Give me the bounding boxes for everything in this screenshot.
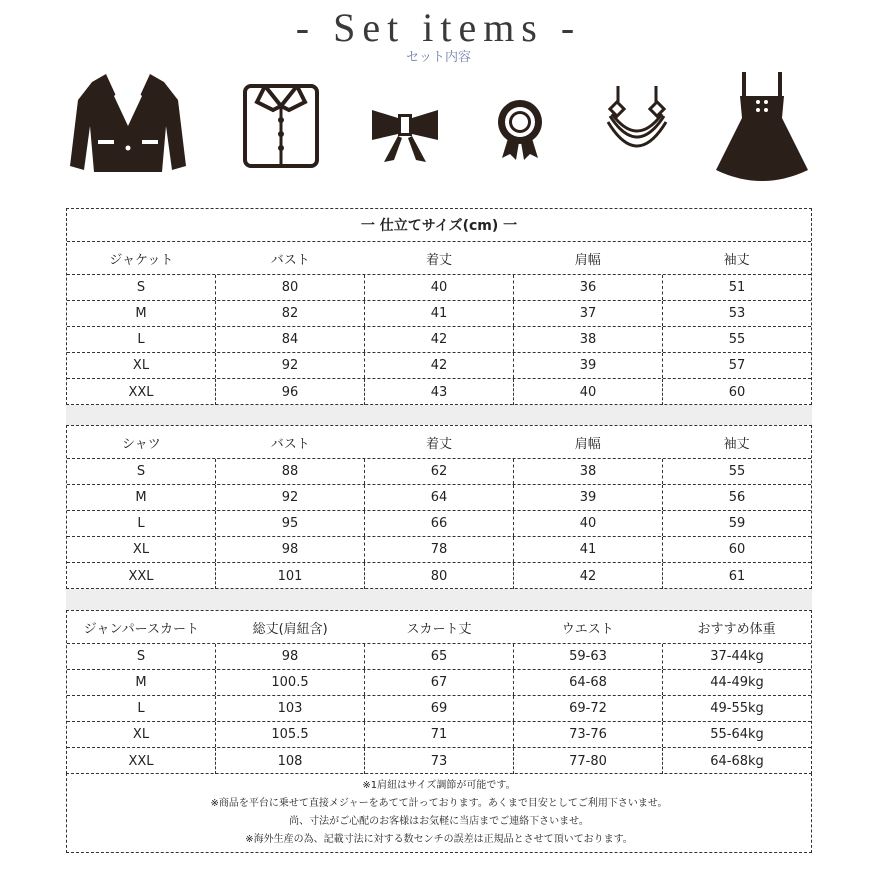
table-cell: 40 <box>514 511 663 536</box>
jumper-skirt-size-table <box>66 610 812 774</box>
table-cell: M <box>67 301 216 326</box>
jacket-size-table <box>66 208 812 405</box>
header-cell: ジャンパースカート <box>83 621 199 637</box>
rosette-icon <box>494 98 546 162</box>
table-cell: 73 <box>365 748 514 774</box>
table-cell: 67 <box>365 670 514 695</box>
page-subtitle: セット内容 <box>405 50 471 65</box>
table-cell: XXL <box>67 563 216 589</box>
table-cell: 44-49kg <box>710 675 764 690</box>
size-caption: 一 仕立てサイズ(cm) 一 <box>67 209 811 242</box>
header-cell: 袖丈 <box>723 252 750 268</box>
table-cell: 42 <box>365 327 514 352</box>
table-row <box>67 459 811 485</box>
table-cell: 40 <box>365 275 514 300</box>
table-cell: 62 <box>365 459 514 484</box>
table-cell: 103 <box>216 696 365 721</box>
header-cell: ジャケット <box>109 252 174 268</box>
table-cell: 101 <box>216 563 365 589</box>
table-cell: 64 <box>365 485 514 510</box>
table-cell: 41 <box>365 301 514 326</box>
table-cell: 53 <box>728 306 746 321</box>
table-cell: M <box>67 670 216 695</box>
table-row <box>67 696 811 722</box>
table-row <box>67 485 811 511</box>
table-cell: 43 <box>365 379 514 405</box>
necklace-icon <box>604 84 670 168</box>
header-cell: 肩幅 <box>574 252 601 268</box>
table-cell: 80 <box>216 275 365 300</box>
note-line: 尚、寸法がご心配のお客様はお気軽に当店までご連絡下さいませ。 <box>289 815 589 827</box>
header-cell: 着丈 <box>425 436 452 452</box>
table-cell: 77-80 <box>514 748 663 774</box>
table-cell: 78 <box>365 537 514 562</box>
table-cell: L <box>67 511 216 536</box>
table-cell: 64-68 <box>514 670 663 695</box>
table-cell: 55 <box>728 332 746 347</box>
note-line: ※1肩紐はサイズ調節が可能です。 <box>362 779 516 791</box>
table-separator <box>66 589 812 610</box>
table-cell: 108 <box>216 748 365 774</box>
table-cell: S <box>67 275 216 300</box>
table-cell: 41 <box>514 537 663 562</box>
table-cell: 60 <box>728 542 746 557</box>
table-cell: 73-76 <box>514 722 663 747</box>
table-cell: 105.5 <box>216 722 365 747</box>
header-cell: 総丈(肩紐含) <box>252 621 328 637</box>
table-cell: 64-68kg <box>710 753 764 769</box>
table-cell: 55-64kg <box>710 727 764 742</box>
table-row <box>67 670 811 696</box>
header-cell: スカート丈 <box>406 621 472 637</box>
table-cell: 57 <box>728 358 746 373</box>
table-cell: L <box>67 327 216 352</box>
header-cell: 袖丈 <box>723 436 750 452</box>
table-header-row <box>67 611 811 644</box>
table-cell: 84 <box>216 327 365 352</box>
note-line: ※商品を平台に乗せて直接メジャーをあてて計っております。あくまで目安としてご利用下さいませ。 <box>210 797 668 809</box>
table-cell: 59-63 <box>514 644 663 669</box>
table-cell: 38 <box>514 327 663 352</box>
header-cell: おすすめ体重 <box>697 621 776 637</box>
header-cell: バスト <box>270 436 310 452</box>
table-cell: 98 <box>216 644 365 669</box>
notes-box <box>66 773 812 853</box>
jumper-skirt-icon <box>712 70 812 190</box>
table-cell: 66 <box>365 511 514 536</box>
table-cell: 55 <box>728 464 746 479</box>
table-cell: 39 <box>514 485 663 510</box>
table-cell: 42 <box>365 353 514 378</box>
table-cell: 100.5 <box>216 670 365 695</box>
table-cell: 51 <box>728 280 746 295</box>
table-cell: 39 <box>514 353 663 378</box>
table-cell: 96 <box>216 379 365 405</box>
table-row <box>67 722 811 748</box>
table-row <box>67 511 811 537</box>
table-cell: XL <box>67 353 216 378</box>
shirt-size-table <box>66 425 812 589</box>
table-cell: 49-55kg <box>710 701 764 716</box>
table-header-row <box>67 426 811 459</box>
table-cell: S <box>67 644 216 669</box>
table-cell: L <box>67 696 216 721</box>
shirt-icon <box>243 80 319 168</box>
table-cell: 69 <box>365 696 514 721</box>
header-cell: 肩幅 <box>574 436 601 452</box>
table-cell: 56 <box>728 490 746 505</box>
table-row <box>67 327 811 353</box>
header-cell: 着丈 <box>425 252 452 268</box>
table-row <box>67 301 811 327</box>
table-cell: XL <box>67 722 216 747</box>
table-cell: 42 <box>514 563 663 589</box>
table-cell: 61 <box>728 568 746 584</box>
table-cell: XXL <box>67 748 216 774</box>
table-cell: 38 <box>514 459 663 484</box>
table-cell: XL <box>67 537 216 562</box>
table-cell: 36 <box>514 275 663 300</box>
bow-icon <box>370 106 440 164</box>
table-cell: 80 <box>365 563 514 589</box>
page-title: - Set items - <box>295 5 582 50</box>
table-row <box>67 275 811 301</box>
table-cell: 60 <box>728 384 746 400</box>
table-cell: XXL <box>67 379 216 405</box>
table-cell: 92 <box>216 485 365 510</box>
table-row <box>67 379 811 405</box>
header-cell: バスト <box>270 252 310 268</box>
header-cell: シャツ <box>122 436 161 452</box>
table-cell: 92 <box>216 353 365 378</box>
table-cell: 82 <box>216 301 365 326</box>
table-row <box>67 537 811 563</box>
table-cell: 65 <box>365 644 514 669</box>
table-row <box>67 563 811 589</box>
table-row <box>67 748 811 774</box>
table-cell: 37-44kg <box>710 649 764 664</box>
jacket-icon <box>68 70 188 176</box>
table-cell: 98 <box>216 537 365 562</box>
note-line: ※海外生産の為、記載寸法に対する数センチの誤差は正規品とさせて頂いております。 <box>245 833 633 845</box>
table-cell: 95 <box>216 511 365 536</box>
table-cell: M <box>67 485 216 510</box>
header-cell: ウエスト <box>561 621 614 637</box>
table-row <box>67 644 811 670</box>
table-cell: 59 <box>728 516 746 531</box>
table-row <box>67 353 811 379</box>
table-cell: S <box>67 459 216 484</box>
table-cell: 37 <box>514 301 663 326</box>
table-cell: 40 <box>514 379 663 405</box>
table-separator <box>66 405 812 425</box>
table-header-row <box>67 242 811 275</box>
table-cell: 88 <box>216 459 365 484</box>
table-cell: 69-72 <box>514 696 663 721</box>
table-cell: 71 <box>365 722 514 747</box>
